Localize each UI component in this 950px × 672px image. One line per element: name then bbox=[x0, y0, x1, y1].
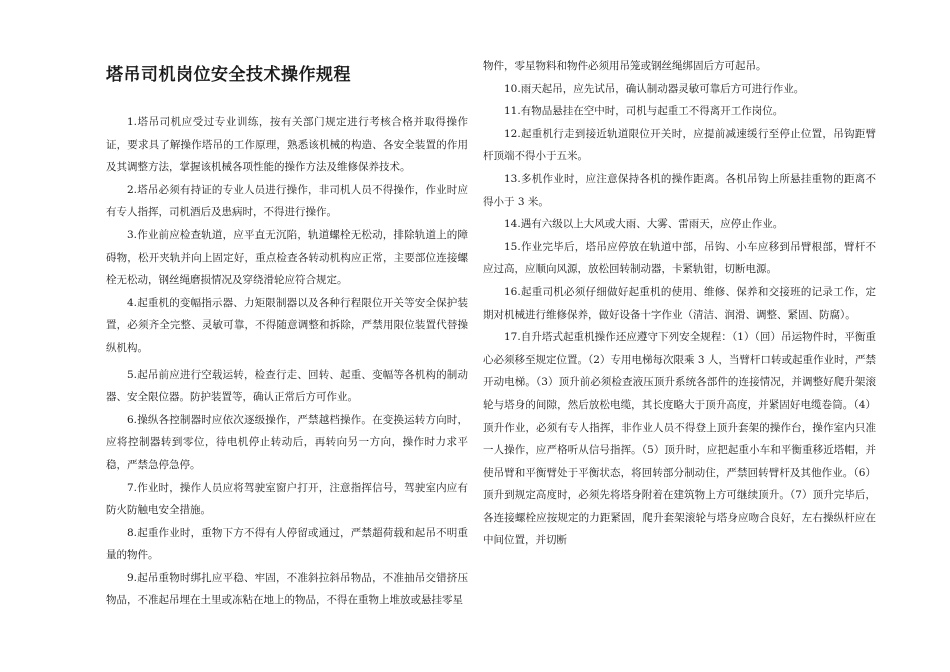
rule-paragraph-7: 7.作业时，操作人员应将驾驶室窗户打开，注意指挥信号，驾驶室内应有防火防触电安全措施。 bbox=[106, 481, 468, 517]
rule-paragraph-10: 10.雨天起吊，应先试吊，确认制动器灵敏可靠后方可进行作业。 bbox=[504, 82, 805, 95]
rule-paragraph-14: 14.遇有六级以上大风或大雨、大雾、雷雨天，应停止作业。 bbox=[504, 218, 784, 231]
rule-paragraph-12: 12.起重机行走到接近轨道限位开关时，应提前减速缓行至停止位置，吊钩距臂杆顶端不得小于五米。 bbox=[483, 127, 876, 163]
rule-paragraph-16: 16.起重司机必须仔细做好起重机的使用、维修、保养和交接班的记录工作，定期对机械进行维修保养，做好设备十字作业（清洁、润滑、调整、紧固、防腐）。 bbox=[483, 285, 876, 321]
rule-paragraph-13: 13.多机作业时，应注意保持各机的操作距离。各机吊钩上所悬挂重物的距离不得小于 3 米。 bbox=[483, 172, 876, 208]
rule-paragraph-11: 11.有物品悬挂在空中时，司机与起重工不得离开工作岗位。 bbox=[504, 105, 784, 118]
rule-paragraph-9: 9.起吊重物时绑扎应平稳、牢固，不准斜拉斜吊物品，不准抽吊交错挤压物品，不准起吊埋在土里或冻粘在地上的物品，不得在重物上堆放或悬挂零星 bbox=[106, 571, 468, 607]
rule-paragraph-15: 15.作业完毕后，塔吊应停放在轨道中部，吊钩、小车应移到吊臂根部，臂杆不应过高，应顺向风源，放松回转制动器，卡紧轨钳，切断电源。 bbox=[483, 240, 876, 276]
left-column bbox=[106, 111, 468, 612]
rule-paragraph-3: 3.作业前应检查轨道，应平直无沉陷，轨道螺栓无松动，排除轨道上的障碍物，松开夹轨并向上固定好，重点检查各转动机构应正常，主要部位连接螺栓无松动，钢丝绳磨损情况及穿绕滑轮应符合规定。 bbox=[106, 228, 468, 287]
rule-paragraph-8: 8.起重作业时，重物下方不得有人停留或通过，严禁超荷载和起吊不明重量的物件。 bbox=[106, 526, 468, 562]
rule-paragraph-2: 2.塔吊必须有持证的专业人员进行操作，非司机人员不得操作，作业时应有专人指挥，司机酒后及患病时，不得进行操作。 bbox=[106, 183, 468, 219]
rule-paragraph-5: 5.起吊前应进行空载运转，检查行走、回转、起重、变幅等各机构的制动器、安全限位器。防护装置等，确认正常后方可作业。 bbox=[106, 368, 468, 404]
rule-paragraph-6: 6.操纵各控制器时应依次逐级操作，严禁越档操作。在变换运转方向时，应将控制器转到零位，待电机停止转动后，再转向另一方向，操作时力求平稳，严禁急停急停。 bbox=[106, 413, 468, 471]
rule-paragraph-4: 4.起重机的变幅指示器、力矩限制器以及各种行程限位开关等安全保护装置，必须齐全完整、灵敏可靠，不得随意调整和拆除，严禁用限位装置代替操纵机构。 bbox=[106, 296, 468, 354]
rule-paragraph-9-continued: 物件，零星物料和物件必须用吊笼或钢丝绳绑固后方可起吊。 bbox=[483, 60, 767, 72]
rule-paragraph-17: 17.自升塔式起重机操作还应遵守下列安全规程：（1）（回）吊运物件时，平衡重心必须移至规定位置。（2）专用电梯每次限乘 3 人，当臂杆口转或起重作业时，严禁开动电梯。（3）顶升前必须检查液压顶升系统各部件的连接情况，并调整好爬升架滚轮与塔身的间隙，然后放松电缆，其长度略大于顶升高度，并紧固好电缆卷筒。（4）顶升作业，必须有专人指挥，非作业人员不得登上顶升套架的操作台，操作室内只准一人操作，应严格听从信号指挥。（5）顶升时，应把起重小车和平衡重移近塔帽，并使吊臂和平衡臂处于平衡状态，将回转部分制动住，严禁回转臂杆及其他作业。（6）顶升到规定高度时，必须先将塔身附着在建筑物上方可继续顶升。（7）顶升完毕后，各连接螺栓应按规定的力距紧固，爬升套架滚轮与塔身应吻合良好，左右操纵杆应在中间位置，并切断 bbox=[483, 331, 876, 547]
rule-paragraph-1: 1.塔吊司机应受过专业训练，按有关部门规定进行考核合格并取得操作证，要求具了解操作塔吊的工作原理，熟悉该机械的构造、各安全装置的作用及其调整方法，掌握该机械各项性能的操作方法及维修保养技术。 bbox=[106, 116, 468, 174]
right-column bbox=[483, 55, 876, 552]
document-title: 塔吊司机岗位安全技术操作规程 bbox=[106, 65, 351, 85]
